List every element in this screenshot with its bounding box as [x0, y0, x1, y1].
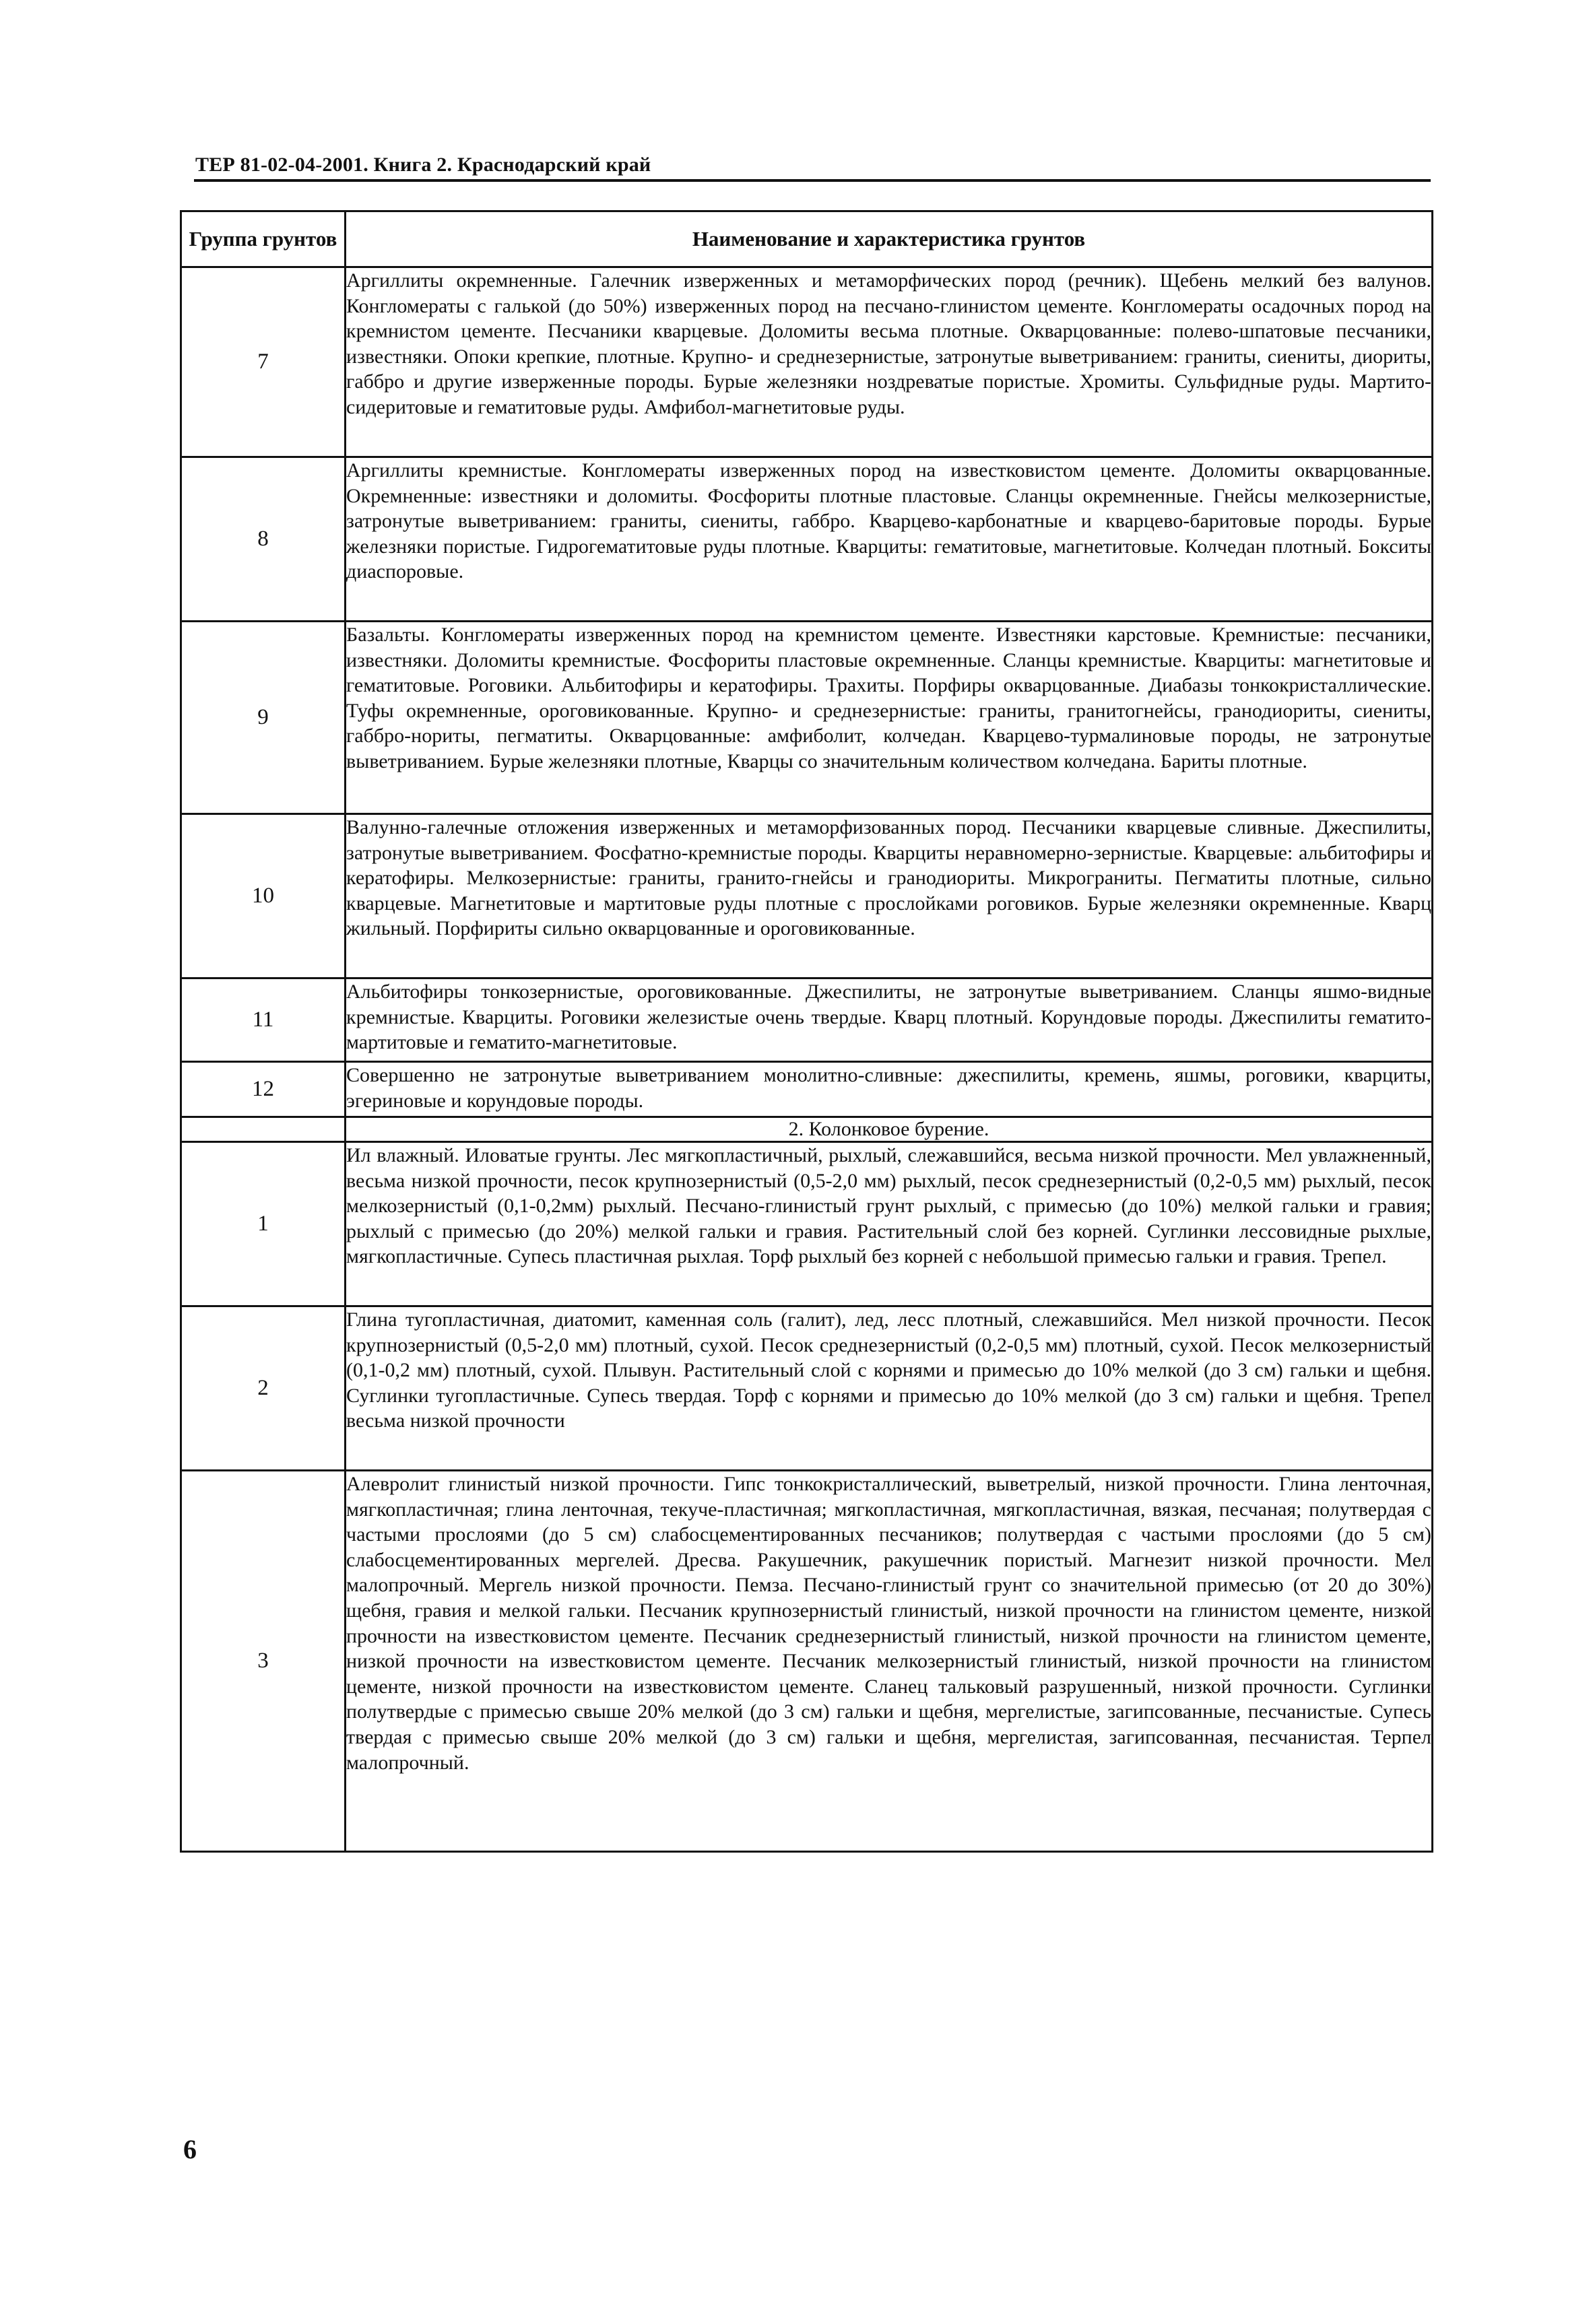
group-description: Альбитофиры тонкозернистые, ороговикованные. Джеспилиты, не затронутые выветриванием. Сланцы яшмо-видные кремнистые. Кварциты. Роговики железистые очень твердые. Кварц плотный. Корундовые породы. Джеспилиты гематито-мартитовые и гематито-магнетитовые. [346, 978, 1433, 1062]
group-description: Валунно-галечные отложения изверженных и метаморфизованных пород. Песчаники кварцевые сливные. Джеспилиты, затронутые выветриванием. Фосфатно-кремнистые породы. Кварциты неравномерно-зернистые. Кварцевые: альбитофиры и кератофиры. Мелкозернистые: граниты, гранито-гнейсы и гранодиориты. Микрограниты. Пегматиты плотные, сильно кварцевые. Магнетитовые и мартитовые руды плотные с прослойками роговиков. Бурые железняки окремненные. Кварц жильный. Порфириты сильно окварцованные и ороговикованные. [346, 814, 1433, 978]
column-header-description: Наименование и характеристика грунтов [346, 211, 1433, 267]
group-number: 3 [181, 1471, 346, 1852]
group-description: Базальты. Конгломераты изверженных пород на кремнистом цементе. Известняки карстовые. Кремнистые: песчаники, известняки. Доломиты кремнистые. Фосфориты пластовые окремненные. Сланцы кремнистые. Кварциты: магнетитовые и гематитовые. Роговики. Альбитофиры и кератофиры. Трахиты. Порфиры окварцованные. Диабазы тонкокристаллические. Туфы окремненные, ороговикованные. Крупно- и среднезернистые: граниты, гранитогнейсы, гранодиориты, сиениты, габбро-нориты, пегматиты. Окварцованные: амфиболит, колчедан. Кварцево-турмалиновые породы, не затронутые выветриванием. Бурые железняки плотные, Кварцы со значительным количеством колчедана. Бариты плотные. [346, 622, 1433, 814]
group-number: 12 [181, 1062, 346, 1117]
page-number: 6 [183, 2134, 197, 2164]
section-row [181, 1117, 1433, 1142]
header-rule [194, 179, 1431, 182]
group-number: 1 [181, 1142, 346, 1306]
table-header-row [181, 211, 1433, 267]
table-row [181, 814, 1433, 978]
group-description: Алевролит глинистый низкой прочности. Гипс тонкокристаллический, выветрелый, низкой прочности. Глина ленточная, мягкопластичная; глина ленточная, текуче-пластичная; мягкопластичная, мягкопластичная, вязкая, песчаная; полутвердая с частыми прослоями (до 5 см) слабосцементированных песчаников; полутвердая с частыми прослоями (до 5 см) слабосцементированных мергелей. Дресва. Ракушечник, ракушечник пористый. Магнезит низкой прочности. Мел малопрочный. Мергель низкой прочности. Пемза. Песчано-глинистый грунт со значительной примесью (от 20 до 30%) щебня, гравия и мелкой гальки. Песчаник крупнозернистый глинистый, низкой прочности на глинистом цементе, низкой прочности на известковистом цементе. Песчаник среднезернистый глинистый, низкой прочности на глинистом цементе, низкой прочности на известковистом цементе. Песчаник мелкозернистый глинистый, низкой прочности на глинистом цементе, низкой прочности на известковистом цементе. Сланец тальковый разрушенный, низкой прочности. Суглинки полутвердые с примесью свыше 20% мелкой (до 3 см) гальки и щебня, мергелистые, загипсованные, песчанистые. Супесь твердая с примесью свыше 20% мелкой (до 3 см) гальки и щебня, мергелистая, загипсованная, песчанистая. Терпел малопрочный. [346, 1471, 1433, 1852]
table-row [181, 622, 1433, 814]
group-number: 7 [181, 267, 346, 457]
group-number: 10 [181, 814, 346, 978]
running-header: ТЕР 81-02-04-2001. Книга 2. Краснодарский край [195, 154, 651, 176]
table-row [181, 267, 1433, 457]
soil-groups-table [180, 210, 1433, 1853]
table-row [181, 457, 1433, 622]
group-description: Аргиллиты кремнистые. Конгломераты изверженных пород на известковистом цементе. Доломиты окварцованные. Окремненные: известняки и доломиты. Фосфориты плотные пластовые. Сланцы окремненные. Гнейсы мелкозернистые, затронутые выветриванием: граниты, сиениты, габбро. Кварцево-карбонатные и кварцево-баритовые породы. Бурые железняки пористые. Гидрогематитовые руды плотные. Кварциты: гематитовые, магнетитовые. Колчедан плотный. Бокситы диаспоровые. [346, 457, 1433, 622]
group-number: 11 [181, 978, 346, 1062]
group-description: Совершенно не затронутые выветриванием монолитно-сливные: джеспилиты, кремень, яшмы, роговики, кварциты, эгериновые и корундовые породы. [346, 1062, 1433, 1117]
group-number: 9 [181, 622, 346, 814]
table-row [181, 1142, 1433, 1306]
section-title: 2. Колонковое бурение. [346, 1117, 1433, 1142]
column-header-group: Группа грунтов [181, 211, 346, 267]
group-description: Аргиллиты окремненные. Галечник изверженных и метаморфических пород (речник). Щебень мелкий без валунов. Конгломераты с галькой (до 50%) изверженных пород на песчано-глинистом цементе. Конгломераты осадочных пород на кремнистом цементе. Песчаники кварцевые. Доломиты весьма плотные. Окварцованные: полево-шпатовые песчаники, известняки. Опоки крепкие, плотные. Крупно- и среднезернистые, затронутые выветриванием: граниты, сиениты, диориты, габбро и другие изверженные породы. Бурые железняки ноздреватые пористые. Хромиты. Сульфидные руды. Мартито-сидеритовые и гематитовые руды. Амфибол-магнетитовые руды. [346, 267, 1433, 457]
table-row [181, 1471, 1433, 1852]
group-number: 8 [181, 457, 346, 622]
table-row [181, 978, 1433, 1062]
group-description: Ил влажный. Иловатые грунты. Лес мягкопластичный, рыхлый, слежавшийся, весьма низкой прочности. Мел увлажненный, весьма низкой прочности, песок крупнозернистый (0,5-2,0 мм) рыхлый, песок среднезернистый (0,2-0,5 мм) рыхлый, песок мелкозернистый (0,1-0,2мм) рыхлый. Песчано-глинистый грунт рыхлый, с примесью (до 10%) мелкой гальки и гравия; рыхлый с примесью (до 20%) мелкой гальки и гравия. Растительный слой без корней. Суглинки лессовидные рыхлые, мягкопластичные. Супесь пластичная рыхлая. Торф рыхлый без корней с небольшой примесью гальки и гравия. Трепел. [346, 1142, 1433, 1306]
table-row [181, 1062, 1433, 1117]
group-number: 2 [181, 1306, 346, 1471]
group-description: Глина тугопластичная, диатомит, каменная соль (галит), лед, лесс плотный, слежавшийся. Мел низкой прочности. Песок крупнозернистый (0,5-2,0 мм) плотный, сухой. Песок среднезернистый (0,2-0,5 мм) плотный, сухой. Песок мелкозернистый (0,1-0,2 мм) плотный, сухой. Плывун. Растительный слой с корнями и примесью до 10% мелкой (до 3 см) гальки и щебня. Суглинки тугопластичные. Супесь твердая. Торф с корнями и примесью до 10% мелкой (до 3 см) гальки и щебня. Трепел весьма низкой прочности [346, 1306, 1433, 1471]
table-row [181, 1306, 1433, 1471]
section-spacer [181, 1117, 346, 1142]
